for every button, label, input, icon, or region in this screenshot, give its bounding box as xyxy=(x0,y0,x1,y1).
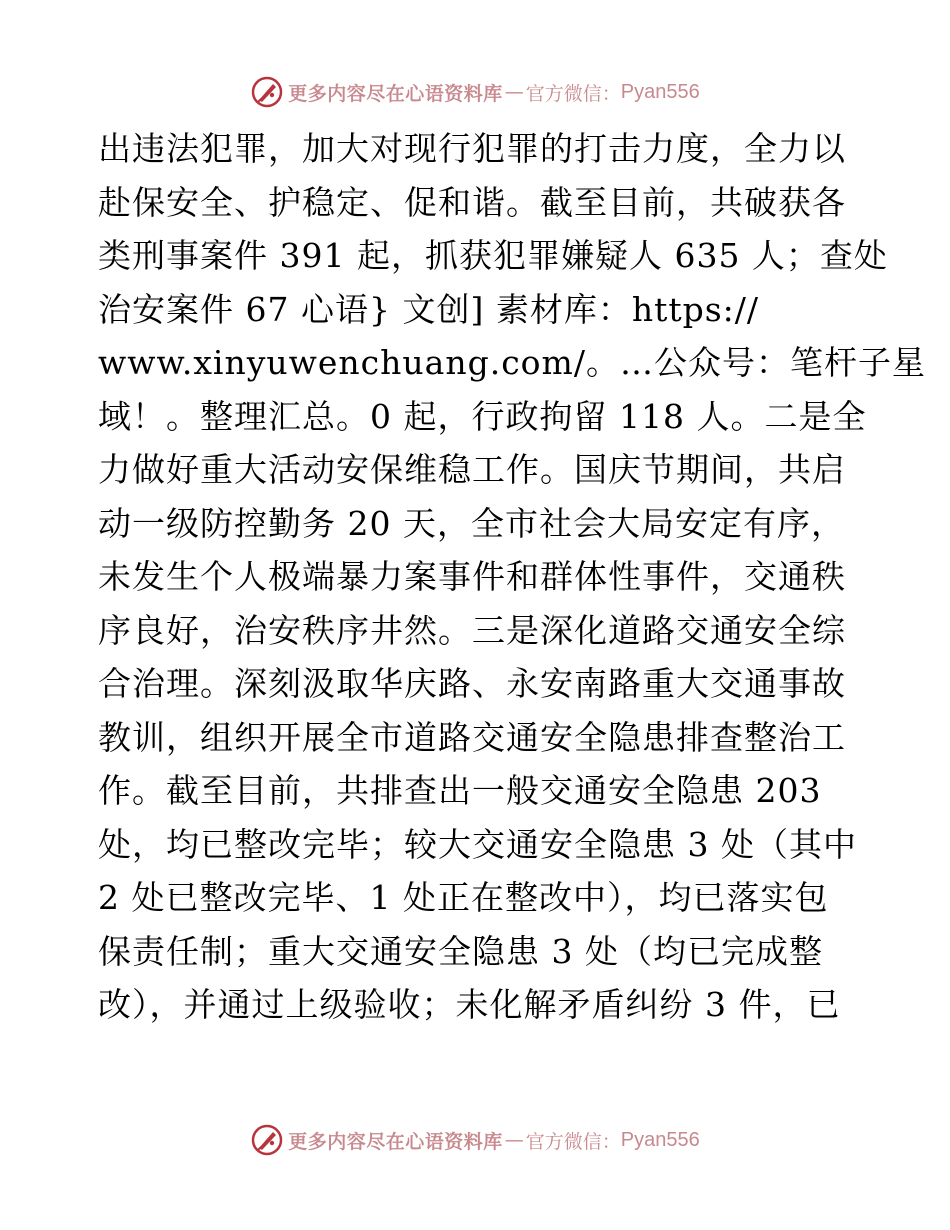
header-wechat-label: 官方微信： xyxy=(525,82,621,105)
text-line: 未发生个人极端暴力案事件和群体性事件，交通秩 xyxy=(98,557,846,596)
text-line: 治安案件 67 心语} 文创] 素材库：https:// xyxy=(98,289,760,329)
text-line: 教训，组织开展全市道路交通安全隐患排查整治工 xyxy=(98,717,846,757)
text-line: 域！。整理汇总。0 起，行政拘留 118 人。二是全 xyxy=(98,396,867,436)
header-watermark xyxy=(0,72,950,112)
footer-wechat-id: Pyan556 xyxy=(620,1128,700,1151)
text-line: www.xinyuwenchuang.com/。…公众号：笔杆子星 xyxy=(98,343,926,382)
text-line: 改），并通过上级验收；未化解矛盾纠纷 3 件，已 xyxy=(98,985,841,1024)
text-line: 2 处已整改完毕、1 处正在整改中），均已落实包 xyxy=(98,878,829,917)
text-line: 力做好重大活动安保维稳工作。国庆节期间，共启 xyxy=(98,450,846,489)
footer-separator: — xyxy=(504,1129,524,1151)
text-line: 保责任制；重大交通安全隐患 3 处（均已完成整 xyxy=(98,931,823,971)
text-line: 作。截至目前，共排查出一般交通安全隐患 203 xyxy=(98,771,822,810)
header-separator: — xyxy=(504,81,524,103)
header-slogan: 更多内容尽在心语资料库 xyxy=(288,82,503,105)
text-line: 序良好，治安秩序井然。三是深化道路交通安全综 xyxy=(98,610,846,650)
text-line: 赴保安全、护稳定、促和谐。截至目前，共破获各 xyxy=(98,182,846,222)
footer-watermark xyxy=(0,1120,950,1160)
quill-logo-icon xyxy=(250,75,284,109)
footer-wechat-label: 官方微信： xyxy=(525,1130,621,1153)
text-line: 处，均已整改完毕；较大交通安全隐患 3 处（其中 xyxy=(98,824,857,864)
quill-logo-icon xyxy=(250,1123,284,1157)
text-line: 类刑事案件 391 起，抓获犯罪嫌疑人 635 人；查处 xyxy=(98,236,888,275)
text-line: 动一级防控勤务 20 天，全市社会大局安定有序， xyxy=(98,503,845,543)
body-text xyxy=(98,122,926,1032)
text-line: 出违法犯罪，加大对现行犯罪的打击力度，全力以 xyxy=(98,129,846,168)
footer-slogan: 更多内容尽在心语资料库 xyxy=(288,1130,503,1153)
header-wechat-id: Pyan556 xyxy=(620,80,700,103)
text-line: 合治理。深刻汲取华庆路、永安南路重大交通事故 xyxy=(98,664,846,703)
